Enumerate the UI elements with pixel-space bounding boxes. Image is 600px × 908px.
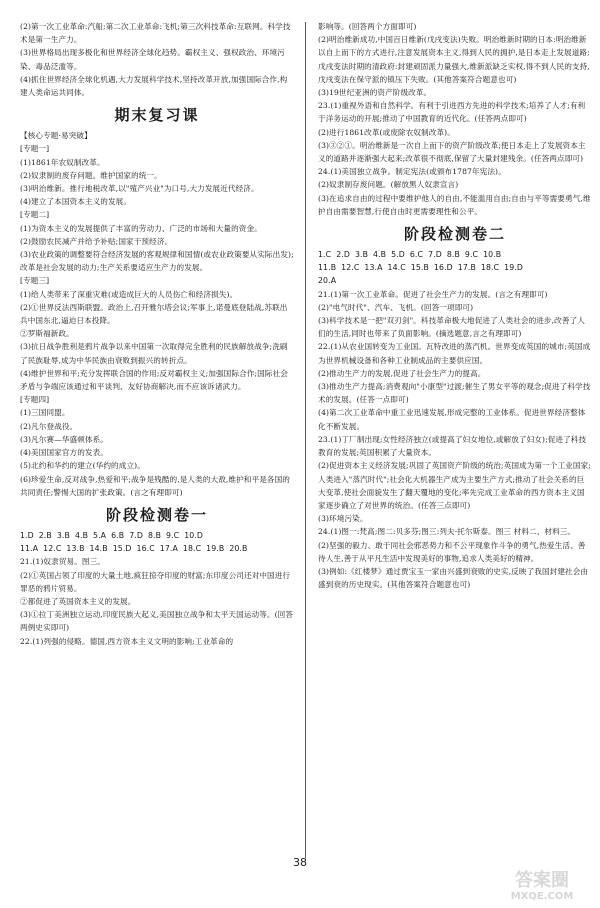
topic-line: (4)维护世界和平;充分发挥联合国的作用;反对霸权主义;加强国际合作;国际社会矛盾与争端应该通过和平谈判、友好协商解决,而不应该诉诸武力。 <box>20 368 288 392</box>
answer-row <box>20 529 294 542</box>
answer-line: 23.(1)丁厂制出现;女性经济独立(或提高了妇女地位,或解放了妇女);促进了科技教育的发展;英国积累了大量资本。 <box>318 434 587 458</box>
answer-line: (2)促进资本主义经济发展;巩固了英国资产阶级的统治;英国成为第一个工业国家;人类进入"蒸汽时代";社会化大机器生产成为主要生产方式;推动了社会关系的巨大变革,使社会面貌发生了翻天覆地的变化;率先完成工业革命的西方资本主义国家逐步确立了对世界的统治。(任答三点即可) <box>318 461 591 510</box>
answer-line: 影响等。(回答两个方面即可) <box>318 22 417 31</box>
watermark-text: 答案圈 <box>515 870 569 891</box>
watermark-url: MXQE.COM <box>510 891 574 902</box>
answer-item: 12.C <box>43 544 62 554</box>
answer-row <box>318 248 592 261</box>
answer-line: 22.(1)从农业国转变为工业国。瓦特改进的蒸汽机。世界变成英国的城市;英国成为世界机械设备和各种工业制成品的主要供应国。 <box>318 342 591 365</box>
answer-item: 8.B <box>446 250 460 260</box>
answer-line: (2)"电气时代"、汽车、飞机。(回答一项即可) <box>318 302 474 312</box>
answer-item: 2.D <box>336 250 350 260</box>
topic-line: (3)凡尔赛—华盛顿体系。 <box>20 434 108 444</box>
answer-line: 23.(1)重视外语和自然科学。有利于引进西方先进的科学技术;培养了人才;有利于洋务运动的开展;推动了中国教育的近代化。(任答两点即可) <box>318 101 586 124</box>
answer-line: (4)第二次工业革命中重工业迅速发展,形成完整的工业体系。促进世界经济整体化不断发展。 <box>318 408 586 431</box>
answer-item: 2.B <box>38 530 52 540</box>
answer-row <box>20 542 294 555</box>
answer-item: 1.C <box>318 250 332 260</box>
answer-line: (2)奴隶制存废问题。(解放黑人奴隶宣言) <box>318 180 459 190</box>
answer-line: (3)例如:《红楼梦》通过贾宝玉一家由兴盛到衰败的史实,反映了我国封建社会由盛到衰的历史现实。(其他答案符合题意也可) <box>318 566 589 590</box>
answer-item: 11.A <box>20 544 39 554</box>
answer-line: (3)推动生产力提高;消费观向"小康型"过渡;催生了男女平等的观念;促进了科学技术的发展。(任答一点即可) <box>318 382 591 405</box>
answer-item: 5.D <box>391 250 405 260</box>
topic-line: (5)北约和华约的建立(华约的成立)。 <box>20 461 145 471</box>
answer-item: 20.B <box>229 544 248 554</box>
answer-item: 4.B <box>74 530 89 540</box>
answer-item: 11.B <box>318 263 337 273</box>
test2-title: 阶段检测卷二 <box>403 225 506 244</box>
intro-line: (4)抓住世界经济全球化机遇,大力发展科学技术,坚持改革开放,加强国际合作,构建人类命运共同体。 <box>20 74 288 98</box>
answer-item: 15.B <box>410 263 429 273</box>
answer-item: 9.C <box>464 250 479 260</box>
topic-line: (1)给人类带来了深重灾难(或造成巨大的人员伤亡和经济损失)。 <box>20 289 238 299</box>
answer-item: 20.A <box>318 276 337 286</box>
answer-item: 13.A <box>364 263 383 273</box>
topic-line: (1)三国同盟。 <box>20 408 70 418</box>
answer-item: 1.D <box>20 530 34 540</box>
answer-item: 18.C <box>182 544 202 554</box>
intro-line: (3)世界格局出现多极化和世界经济全球化趋势。霸权主义、强权政治、环境污染、毒品泛滥等。 <box>20 48 285 71</box>
answer-item: 16.C <box>136 544 155 554</box>
answer-line: 21.(1)第一次工业革命。促进了社会生产力的发展。(言之有理即可) <box>318 289 548 299</box>
column-divider <box>305 22 306 858</box>
answer-line: 22.(1)列强的侵略。德国,西方资本主义文明的影响;工业革命的 <box>20 636 234 646</box>
review-section-title: 期末复习课 <box>114 106 200 125</box>
answer-line: 24.(1)美国独立战争。制定宪法(或颁布1787年宪法)。 <box>318 167 506 177</box>
answer-item: 7.D <box>129 530 143 540</box>
answer-item: 4.B <box>373 250 387 260</box>
answer-item: 17.A <box>159 544 178 554</box>
answer-line: (3)科学技术是一把"双刃剑"。科技革命极大地促进了人类社会的进步,改善了人们的生活,同时也带来了负面影响。(摘选题意,言之有理即可) <box>318 316 585 339</box>
answer-line: (3)19世纪亚洲的资产阶级改革。 <box>318 88 432 98</box>
topic-label: [专题一] <box>20 144 50 154</box>
topic-line: (1)为资本主义的发展提供了丰富的劳动力、广泛的市场和大量的资金。 <box>20 223 262 233</box>
answer-item: 13.B <box>66 544 85 554</box>
test1-title: 阶段检测卷一 <box>105 505 208 524</box>
answer-line: (2)进行1861改革(或废除农奴制改革)。 <box>318 127 455 137</box>
topic-line: (2)①世界反法西斯联盟。政治上,召开雅尔塔会议;军事上,诺曼底登陆战,苏联出兵中国东北,逼迫日本投降。 <box>20 302 288 326</box>
answer-item: 5.A <box>93 530 107 540</box>
topic-line: (4)美国国家官方的发表。 <box>20 448 108 458</box>
answer-item: 18.C <box>480 263 500 273</box>
answer-line: (3)③②①。明治维新是一次自上而下的资产阶级改革;使日本走上了发展资本主义的道路并逐渐强大起来;改革很不彻底,保留了大量封建残余。(任答两点即可) <box>318 140 586 164</box>
answer-line: (2)坚强的毅力、敢于同社会邪恶势力和不公平现象作斗争的勇气,热爱生活、善待人生,善于从平凡生活中发现美好的事物,追求人类美好的精神。 <box>318 540 586 563</box>
answer-item: 3.B <box>354 250 369 260</box>
topic-line: (2)凡尔登战役。 <box>20 421 78 431</box>
topic-line: (3)农业政策的调整要符合经济发展的客观规律和国情(或农业政策要从实际出发);改革是社会发展的动力;生产关系要适应生产力的发展。 <box>20 250 294 273</box>
answer-line: 24.(1)图一:梵高;图二:贝多芬;图三:列夫·托尔斯泰。图三 材料二、材料三。 <box>318 527 576 537</box>
topic-line: (1)1861年农奴制改革。 <box>20 157 105 167</box>
intro-line: (2)第一次工业革命:汽船;第二次工业革命:飞机;第三次科技革命:互联网。科学技术是第一生产力。 <box>20 22 291 45</box>
topic-label: [专题三] <box>20 276 50 286</box>
answer-line: (3)①拉丁美洲独立运动,印度民族大起义,美国独立战争和太平天国运动等。(回答两例史实即可) <box>20 610 294 633</box>
answer-item: 15.D <box>112 544 132 554</box>
topic-line: (3)明治维新。推行地税改革,以"殖产兴业"为口号,大力发展近代经济。 <box>20 184 259 194</box>
answer-line: (2)①英国占领了印度的大量土地,疯狂掠夺印度的财富;东印度公司还对中国进行罪恶的鸦片贸易。 <box>20 570 291 593</box>
answer-item: 7.D <box>428 250 442 260</box>
answer-item: 3.B <box>56 530 70 540</box>
topic-line: (4)建立了本国资本主义的发展。 <box>20 197 132 207</box>
answer-item: 17.B <box>457 263 476 273</box>
left-column <box>20 20 294 860</box>
answer-line: (2)明治维新成功,中国百日维新(戊戌变法)失败。明治维新时期的日本:明治维新以自上而下的方式进行,注意发展资本主义,得到人民的拥护,是日本走上发展道路;戊戌变法时期的清政府:封建顽固派力量强大,维新派缺乏实权,得不到人民的支持,戊戌变法在保守派的镇压下失败。(其他答案符合题意也可) <box>318 35 590 84</box>
topic-line: (6)珍爱生命,反对战争,热爱和平;战争是残酷的,是人类的大敌,维护和平是各国的共同责任;警惕大国的扩张政策。(言之有理即可) <box>20 474 290 497</box>
answer-item: 6.B <box>111 530 125 540</box>
answer-item: 6.C <box>409 250 424 260</box>
answer-item: 14.B <box>89 544 108 554</box>
answer-line: (3)在追求自由的过程中要维护他人的自由,不能滥用自由;自由与平等需要勇气,维护自由需要智慧,行使自由时更需要理性和公平。 <box>318 193 591 216</box>
topic-label: [专题二] <box>20 210 50 220</box>
answer-row <box>318 261 592 274</box>
watermark-logo <box>492 866 592 902</box>
answer-line: (2)推动生产力的发展,促进了社会生产力的提高。 <box>318 368 486 378</box>
answer-item: 19.D <box>504 263 523 273</box>
review-tag: 【核心专题·易突破】 <box>20 131 92 141</box>
answer-item: 10.D <box>184 530 204 540</box>
answer-item: 14.C <box>387 263 406 273</box>
answer-line: ②都促进了英国资本主义的发展。 <box>20 596 136 606</box>
answer-item: 19.B <box>206 544 225 554</box>
topic-line: ②罗斯福新政。 <box>20 329 74 339</box>
page-number: 38 <box>293 856 307 869</box>
answer-item: 12.C <box>341 263 360 273</box>
answer-item: 16.D <box>433 263 453 273</box>
right-column <box>318 20 592 860</box>
topic-line: (2)鼓励农民减产并给予补贴;国家干预经济。 <box>20 236 173 246</box>
answer-row <box>318 274 592 287</box>
answer-item: 9.C <box>166 530 180 540</box>
topic-line: (3)抗日战争胜利是鸦片战争以来中国第一次取得完全胜利的民族解放战争;洗刷了民族耻辱,成为中华民族由衰败到振兴的转折点。 <box>20 342 288 365</box>
answer-line: 21.(1)奴隶贸易。图三。 <box>20 557 105 567</box>
topic-line: (2)奴隶制的废存问题。维护国家的统一。 <box>20 170 162 180</box>
topic-label: [专题四] <box>20 395 50 405</box>
answer-item: 8.B <box>147 530 162 540</box>
answer-item: 10.B <box>483 250 502 260</box>
answer-line: (3)环境污染。 <box>318 514 368 524</box>
